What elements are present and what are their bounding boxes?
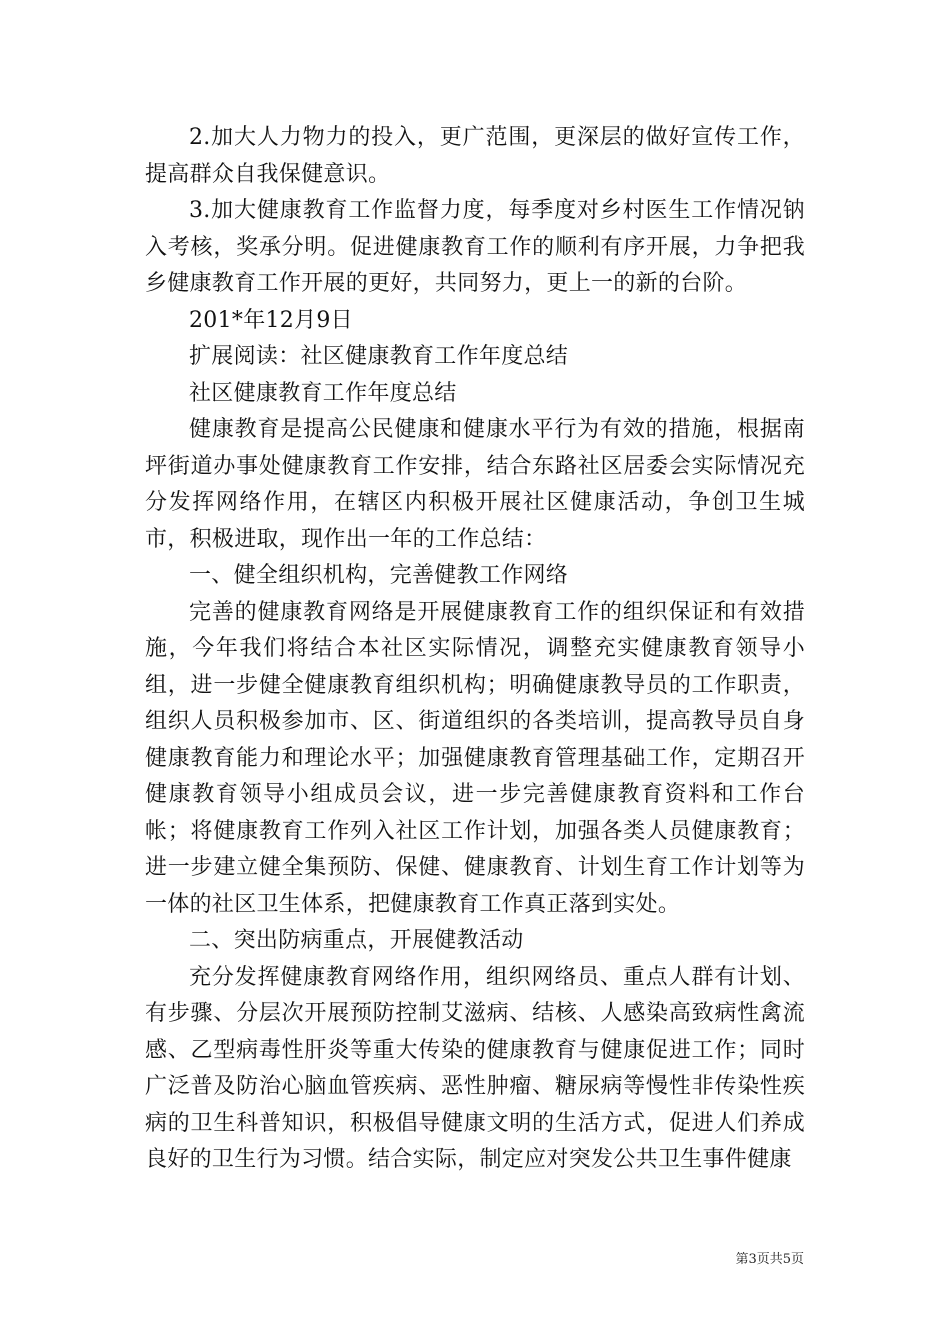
heading-two: 二、突出防病重点，开展健教活动 (189, 928, 524, 953)
document-body (145, 120, 805, 1179)
heading-one: 一、健全组织机构，完善健教工作网络 (189, 563, 569, 588)
organization-paragraph: 完善的健康教育网络是开展健康教育工作的组织保证和有效措施，今年我们将结合本社区实际情况，调整充实健康教育领导小组，进一步健全健康教育组织机构；明确健康教导员的工作职责，组织人员积极参加市、区、街道组织的各类培训，提高教导员自身健康教育能力和理论水平；加强健康教育管理基础工作，定期召开健康教育领导小组成员会议，进一步完善健康教育资料和工作台帐；将健康教育工作列入社区工作计划，加强各类人员健康教育；进一步建立健全集预防、保健、健康教育、计划生育工作计划等为一体的社区卫生体系，把健康教育工作真正落到实处。 (145, 599, 805, 917)
paragraph-item-2: 2.加大人力物力的投入，更广范围，更深层的做好宣传工作，提高群众自我保健意识。 (145, 125, 805, 187)
extended-reading-line: 扩展阅读：社区健康教育工作年度总结 (189, 344, 569, 369)
page-number: 第3页共5页 (735, 1252, 804, 1267)
activities-paragraph: 充分发挥健康教育网络作用，组织网络员、重点人群有计划、有步骤、分层次开展预防控制艾滋病、结核、人感染高致病性禽流感、乙型病毒性肝炎等重大传染的健康教育与健康促进工作；同时广泛普及防治心脑血管疾病、恶性肿瘤、糖尿病等慢性非传染性疾病的卫生科普知识，积极倡导健康文明的生活方式，促进人们养成良好的卫生行为习惯。结合实际，制定应对突发公共卫生事件健康 (145, 964, 805, 1172)
paragraph-item-3: 3.加大健康教育工作监督力度，每季度对乡村医生工作情况钠入考核，奖承分明。促进健康教育工作的顺利有序开展，力争把我乡健康教育工作开展的更好，共同努力，更上一的新的台阶。 (145, 198, 805, 296)
section-title: 社区健康教育工作年度总结 (189, 380, 457, 406)
intro-paragraph: 健康教育是提高公民健康和健康水平行为有效的措施，根据南坪街道办事处健康教育工作安排，结合东路社区居委会实际情况充分发挥网络作用，在辖区内积极开展社区健康活动，争创卫生城市，积极进取，现作出一年的工作总结： (145, 417, 805, 552)
date-line: 201*年12月9日 (189, 307, 353, 333)
